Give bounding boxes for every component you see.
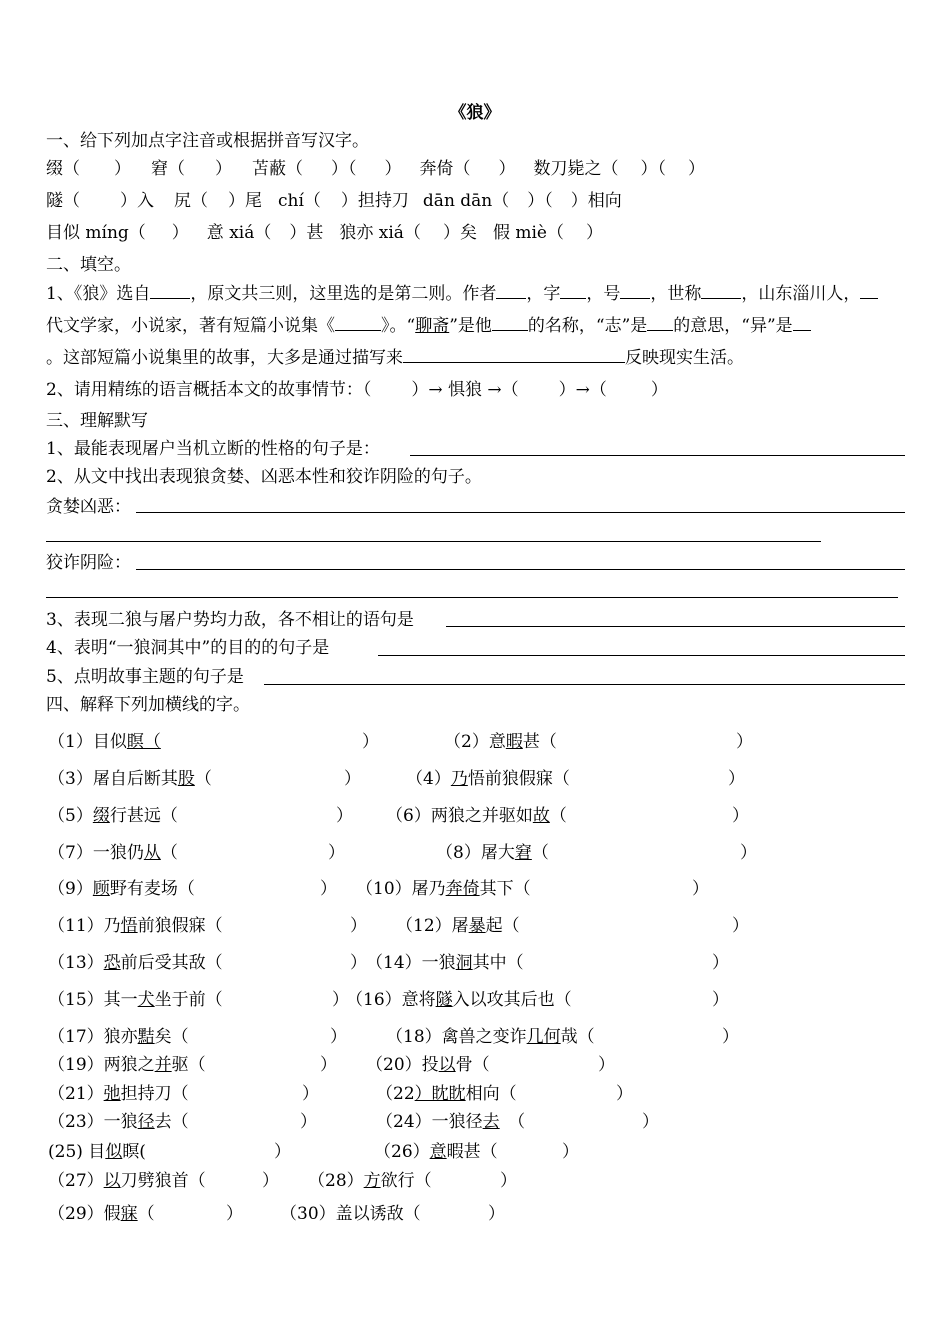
vocab-item-close[interactable]: ） xyxy=(300,1112,317,1132)
section4-heading: 四、解释下列加横线的字。 xyxy=(46,695,250,715)
vocab-item-close[interactable]: ） xyxy=(736,732,753,752)
answer-line-q3[interactable] xyxy=(446,626,905,627)
vocab-item: （2）意暇甚（ xyxy=(444,732,557,752)
answer-line-cunning-2[interactable] xyxy=(46,597,898,598)
vocab-item: （8）屠大窘（ xyxy=(436,843,549,863)
vocab-item: （13）恐前后受其敌（ xyxy=(48,953,223,973)
section3-heading: 三、理解默写 xyxy=(46,411,148,431)
section2-q1-line2: 代文学家，小说家，著有短篇小说集《 》。“聊斋”是他 的名称，“志”是 的意思，“异”是 xyxy=(46,315,811,337)
vocab-item-close[interactable]: ） xyxy=(262,1171,279,1191)
answer-line-greedy-2[interactable] xyxy=(46,541,821,542)
vocab-item-close[interactable]: ） xyxy=(562,1142,579,1162)
section3-q5: 5、点明故事主题的句子是 xyxy=(46,667,244,687)
vocab-item: （23）一狼径去（ xyxy=(48,1112,189,1132)
vocab-item-close[interactable]: ） xyxy=(642,1112,659,1132)
vocab-item: （28）方欲行（ xyxy=(308,1171,432,1191)
vocab-item: （18）禽兽之变诈几何哉（ xyxy=(386,1027,595,1047)
page-title: 《狼》 xyxy=(449,103,501,123)
vocab-item-close[interactable]: ） xyxy=(732,916,749,936)
vocab-item: （5）缀行甚远（ xyxy=(48,806,178,826)
vocab-item-close[interactable]: ） xyxy=(488,1204,505,1224)
vocab-item-close[interactable]: ） xyxy=(728,769,745,789)
section3-q3: 3、表现二狼与屠户势均力敌，各不相让的语句是 xyxy=(46,610,414,630)
label-greedy: 贪婪凶恶： xyxy=(46,497,131,517)
vocab-item: （22）眈眈相向（ xyxy=(376,1084,517,1104)
vocab-item: （29）假寐（ xyxy=(48,1204,155,1224)
vocab-item: （7）一狼仍从（ xyxy=(48,843,178,863)
vocab-item-close[interactable]: ） xyxy=(330,1027,347,1047)
vocab-item: （3）屠自后断其股（ xyxy=(48,769,212,789)
vocab-item: （1）目似瞑（ xyxy=(48,732,161,752)
section2-q1-line1: 1、《狼》选自 ，原文共三则，这里选的是第二则。作者 ，字 ，号 ，世称 ，山东淄川人， xyxy=(46,283,878,305)
vocab-item: （26）意暇甚（ xyxy=(374,1142,498,1162)
vocab-item: (25) 目似瞑( xyxy=(48,1142,146,1162)
label-cunning: 狡诈阴险： xyxy=(46,553,131,573)
section1-row3: 目似 míng（ ） 意 xiá（ ）甚 狼亦 xiá（ ）矣 假 miè（ ） xyxy=(46,223,603,243)
section3-q1: 1、最能表现屠户当机立断的性格的句子是： xyxy=(46,439,380,459)
vocab-item: （24）一狼径去 （ xyxy=(376,1112,526,1132)
answer-line-q5[interactable] xyxy=(264,684,905,685)
vocab-item-close[interactable]: ） xyxy=(226,1204,243,1224)
vocab-item: （10）屠乃奔倚其下（ xyxy=(356,879,531,899)
vocab-item: （30）盖以诱敌（ xyxy=(280,1204,421,1224)
section1-row1: 缀（ ） 窘（ ） 苫蔽（ ）（ ） 奔倚（ ） 数刀毙之（ ）（ ） xyxy=(46,159,705,179)
vocab-item-close[interactable]: ） xyxy=(362,732,379,752)
vocab-item: （14）一狼洞其中（ xyxy=(366,953,524,973)
vocab-item-close[interactable]: ） xyxy=(344,769,361,789)
vocab-item: （11）乃悟前狼假寐（ xyxy=(48,916,223,936)
vocab-item: （17）狼亦黠矣（ xyxy=(48,1027,189,1047)
vocab-item: （4）乃悟前狼假寐（ xyxy=(406,769,570,789)
vocab-item: （12）屠暴起（ xyxy=(396,916,520,936)
vocab-item-close[interactable]: ） xyxy=(302,1084,319,1104)
vocab-item: （20）投以骨（ xyxy=(366,1055,490,1075)
vocab-item-close[interactable]: ） xyxy=(616,1084,633,1104)
section2-heading: 二、填空。 xyxy=(46,255,131,275)
vocab-item: （9）顾野有麦场（ xyxy=(48,879,195,899)
answer-line-greedy-1[interactable] xyxy=(136,512,905,513)
vocab-item-close[interactable]: ） xyxy=(740,843,757,863)
section2-q2: 2、请用精练的语言概括本文的故事情节：（ ）→ 惧狼 →（ ）→（ ） xyxy=(46,380,668,400)
section3-q2: 2、从文中找出表现狼贪婪、凶恶本性和狡诈阴险的句子。 xyxy=(46,467,482,487)
vocab-item-close[interactable]: ） xyxy=(598,1055,615,1075)
vocab-item: （16）意将隧入以攻其后也（ xyxy=(346,990,572,1010)
section1-row2: 隧（ ）入 尻（ ）尾 chí（ ）担持刀 dān dān（ ）（ ）相向 xyxy=(46,191,622,211)
answer-line-cunning-1[interactable] xyxy=(136,569,905,570)
vocab-item-close[interactable]: ） xyxy=(712,990,729,1010)
section2-q1-line3: 。这部短篇小说集里的故事，大多是通过描写来 反映现实生活。 xyxy=(46,348,744,368)
vocab-item-close[interactable]: ） xyxy=(320,879,337,899)
section1-heading: 一、给下列加点字注音或根据拼音写汉字。 xyxy=(46,131,369,151)
vocab-item: （21）弛担持刀（ xyxy=(48,1084,189,1104)
vocab-item-close[interactable]: ） xyxy=(500,1171,517,1191)
vocab-item-close[interactable]: ） xyxy=(350,916,367,936)
vocab-item-close[interactable]: ） xyxy=(692,879,709,899)
vocab-item: （27）以刀劈狼首（ xyxy=(48,1171,206,1191)
vocab-item-close[interactable]: ） xyxy=(336,806,353,826)
vocab-item-close[interactable]: ） xyxy=(732,806,749,826)
vocab-item-close[interactable]: ） xyxy=(328,843,345,863)
answer-line-q1[interactable] xyxy=(410,455,905,456)
section3-q4: 4、表明“一狼洞其中”的目的的句子是 xyxy=(46,638,330,658)
vocab-item-close[interactable]: ） xyxy=(274,1142,291,1162)
vocab-item-close[interactable]: ） xyxy=(712,953,729,973)
vocab-item: （6）两狼之并驱如故（ xyxy=(386,806,567,826)
vocab-item: （15）其一犬坐于前（ xyxy=(48,990,223,1010)
answer-line-q4[interactable] xyxy=(378,655,905,656)
vocab-item: （19）两狼之并驱（ xyxy=(48,1055,206,1075)
vocab-item-close[interactable]: ） xyxy=(332,990,349,1010)
vocab-item-close[interactable]: ） xyxy=(350,953,367,973)
vocab-item-close[interactable]: ） xyxy=(320,1055,337,1075)
vocab-item-close[interactable]: ） xyxy=(722,1027,739,1047)
